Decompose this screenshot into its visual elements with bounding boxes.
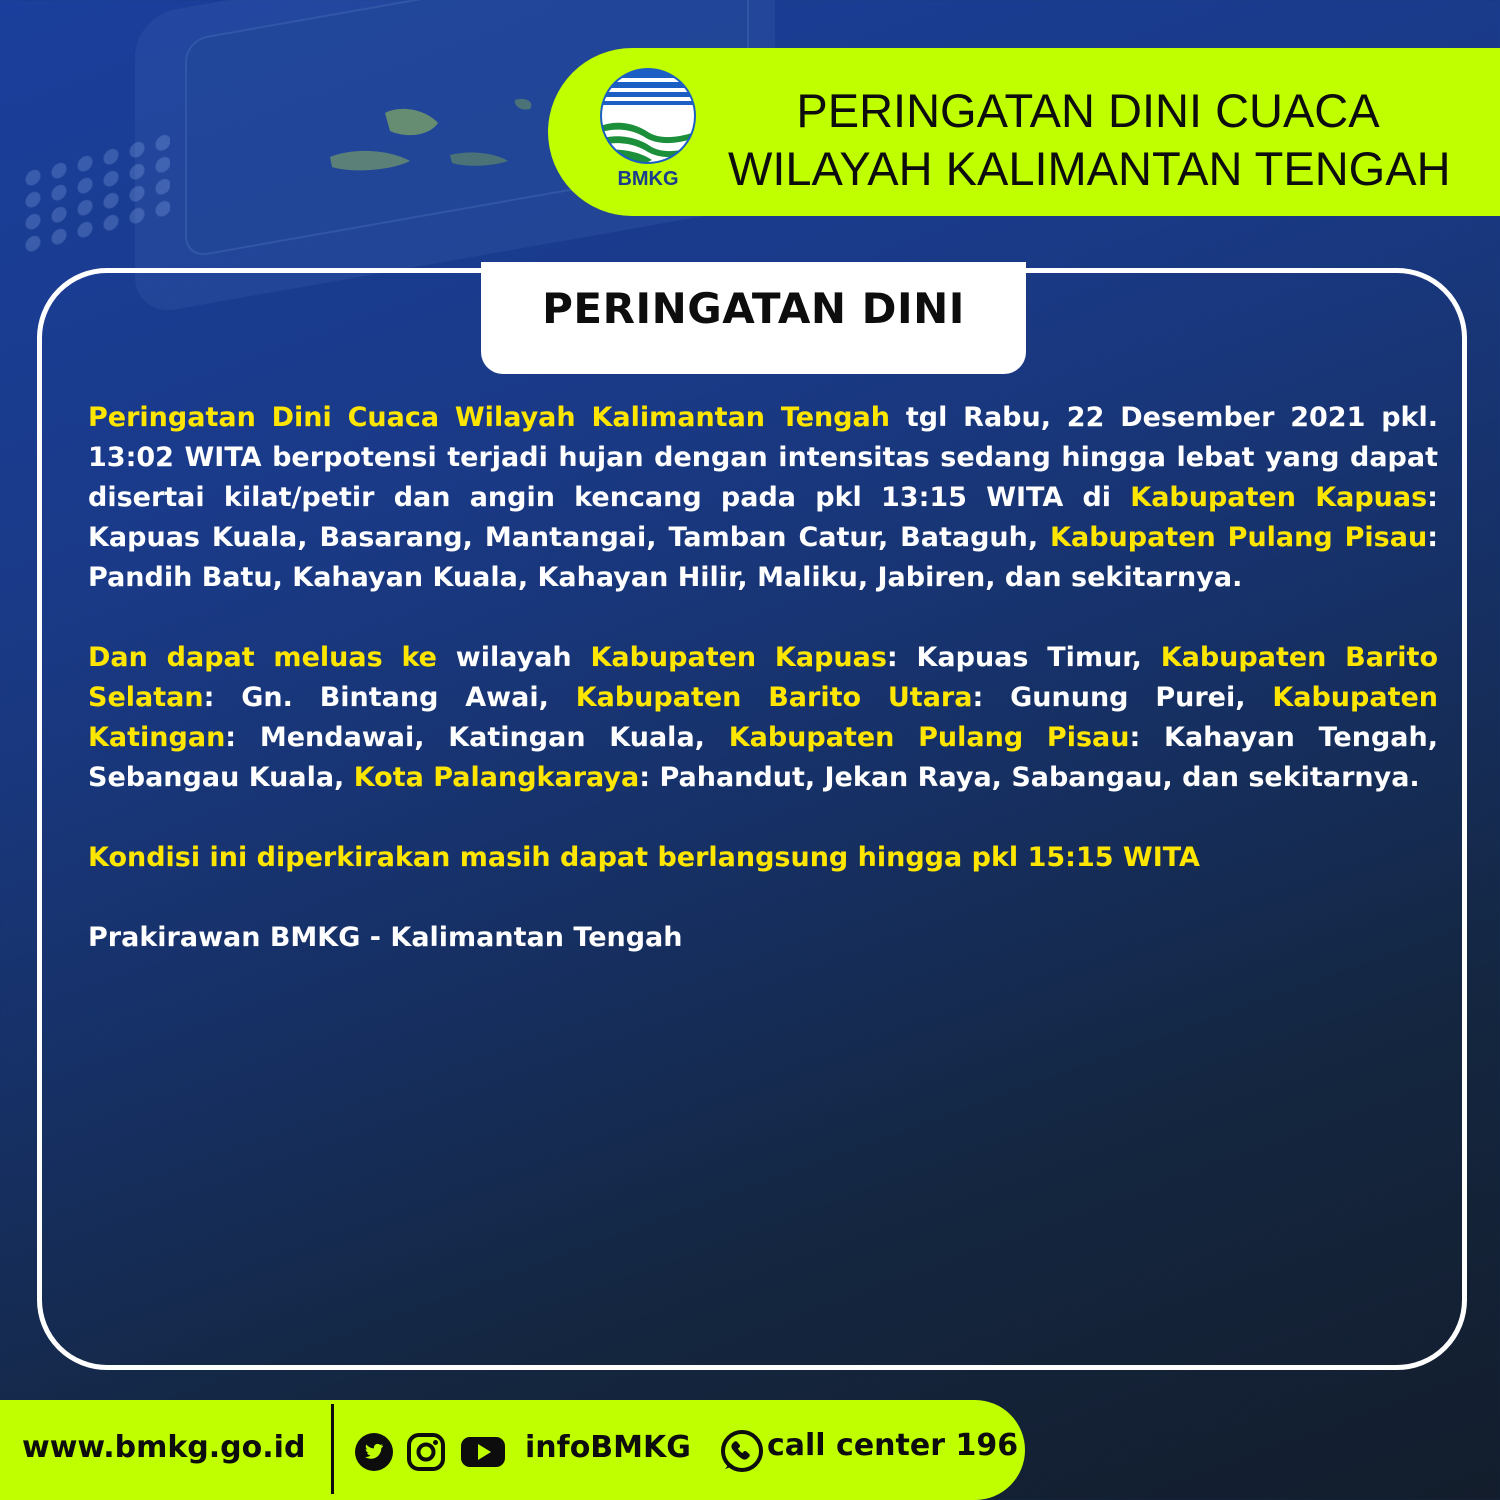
logo-text: BMKG <box>617 168 679 190</box>
highlight-expansion: Dan dapat meluas ke <box>88 642 437 673</box>
panel-title-tab <box>481 262 1026 374</box>
bmkg-logo <box>596 68 700 192</box>
warning-text: tgl Rabu, 22 Desember 2021 pkl. 13:02 WITA berpotensi terjadi hujan dengan intensitas sedang hingga lebat yang dapat disertai kilat/petir dan angin kencang pada pkl 13:15 WITA di <box>88 402 1438 513</box>
warning-text: : Kahayan Tengah, Sebangau Kuala, <box>88 722 1438 793</box>
highlight-region: Kabupaten Barito Utara <box>575 682 973 713</box>
background-islands <box>330 95 560 205</box>
panel-title: PERINGATAN DINI <box>542 284 965 333</box>
highlight-region: Kota Palangkaraya <box>353 762 640 793</box>
header-banner <box>548 48 1500 216</box>
forecaster-signature: Prakirawan BMKG - Kalimantan Tengah <box>88 922 683 953</box>
footer-bar <box>0 1400 1025 1500</box>
highlight-region: Kabupaten Barito Selatan <box>88 642 1438 713</box>
footer-divider <box>331 1404 334 1494</box>
warning-text: : Pahandut, Jekan Raya, Sabangau, dan sekitarnya. <box>639 762 1420 793</box>
highlight-region: Kabupaten Kapuas <box>590 642 887 673</box>
warning-text: : Kapuas Kuala, Basarang, Mantangai, Tamban Catur, Bataguh, <box>88 482 1438 553</box>
website-link[interactable]: www.bmkg.go.id <box>22 1430 306 1465</box>
warning-content <box>88 398 1438 998</box>
header-title-line1: PERINGATAN DINI CUACA <box>796 84 1380 137</box>
warning-paragraph-main <box>88 398 1438 598</box>
warning-paragraph-expansion <box>88 638 1438 798</box>
warning-text: : Mendawai, Katingan Kuala, <box>225 722 729 753</box>
instagram-icon[interactable] <box>406 1432 446 1472</box>
highlight-region: Kabupaten Kapuas <box>1130 482 1428 513</box>
phone-icon[interactable] <box>720 1429 764 1473</box>
warning-text: : Gn. Bintang Awai, <box>203 682 576 713</box>
warning-text: : Gunung Purei, <box>972 682 1273 713</box>
warning-text: wilayah <box>436 642 591 673</box>
call-center[interactable]: call center 196 <box>767 1428 1019 1463</box>
warning-text: : Pandih Batu, Kahayan Kuala, Kahayan Hilir, Maliku, Jabiren, dan sekitarnya. <box>88 522 1438 593</box>
highlight-region: Kabupaten Pulang Pisau <box>728 722 1130 753</box>
twitter-icon[interactable] <box>354 1432 394 1472</box>
warning-text: : Kapuas Timur, <box>886 642 1161 673</box>
warning-duration: Kondisi ini diperkirakan masih dapat berlangsung hingga pkl 15:15 WITA <box>88 842 1200 873</box>
highlight-region: Kabupaten Katingan <box>88 682 1439 753</box>
youtube-icon[interactable] <box>460 1432 506 1472</box>
highlight-region: Kabupaten Pulang Pisau <box>1050 522 1428 553</box>
highlight-title: Peringatan Dini Cuaca Wilayah Kalimantan Tengah <box>88 402 890 433</box>
header-title-line2: WILAYAH KALIMANTAN TENGAH <box>728 142 1451 195</box>
social-handle[interactable]: infoBMKG <box>525 1430 691 1465</box>
header-title <box>728 82 1451 198</box>
